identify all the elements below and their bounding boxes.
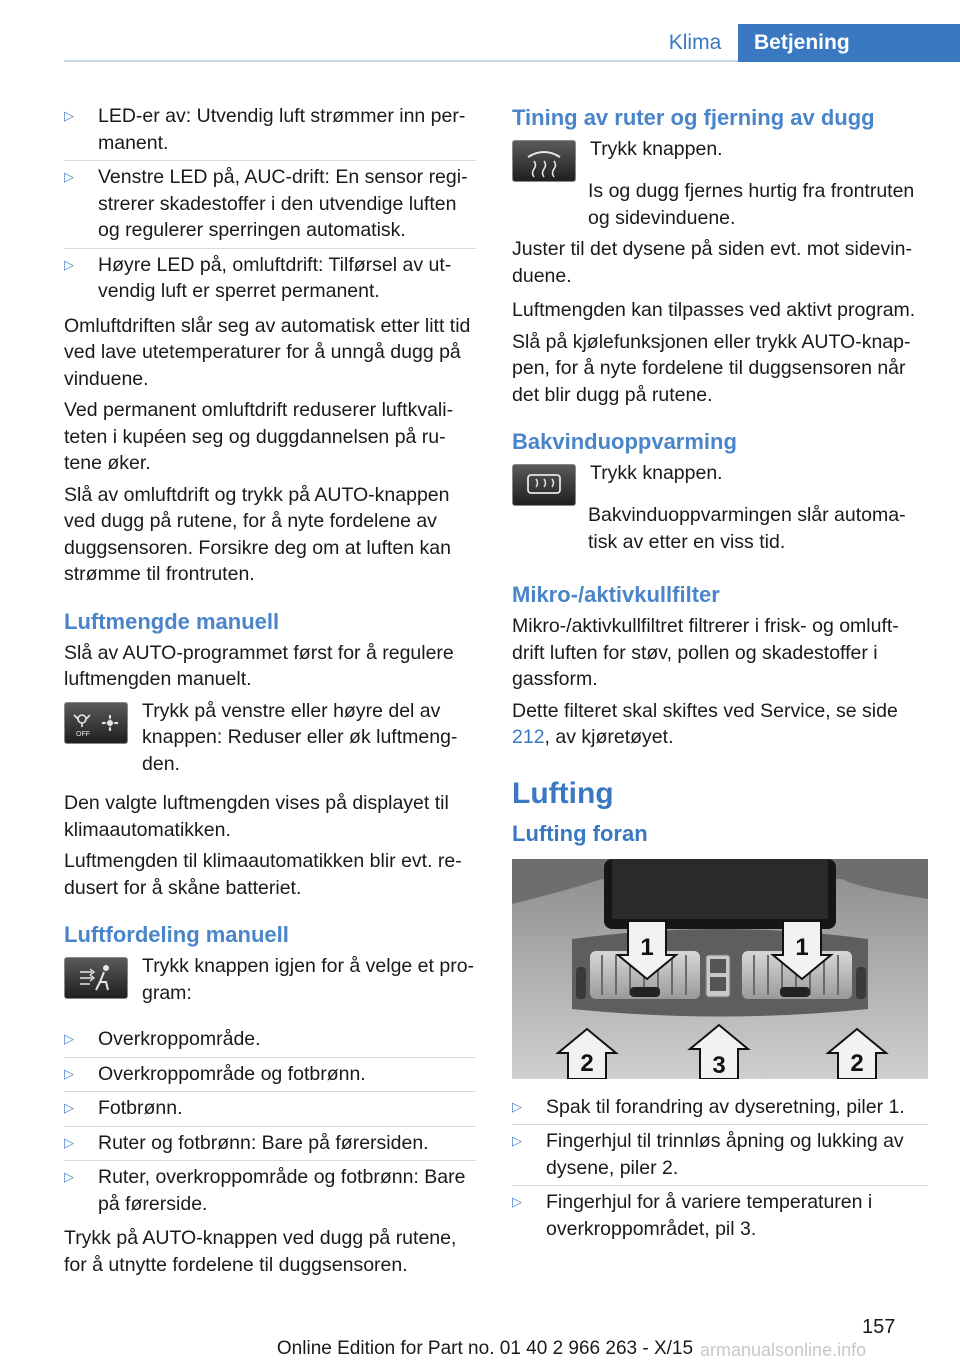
heading-luftmengde: Luftmengde manuell xyxy=(64,608,280,634)
tab-klima[interactable]: Klima xyxy=(668,31,722,54)
heading-bakvindu: Bakvinduoppvarming xyxy=(512,429,737,454)
tab-betjening[interactable]: Betjening xyxy=(738,24,960,62)
paragraph: Trykk knappen igjen for å velge et pro-gram: xyxy=(142,955,475,1004)
heading-lufting: Lufting xyxy=(512,776,614,810)
list-item: ▷ LED-er av: Utvendig luft strømmer inn per-manent. xyxy=(64,100,476,161)
page-link-212[interactable]: 212 xyxy=(512,726,545,748)
left-column xyxy=(64,100,476,1283)
right-column xyxy=(512,100,928,1250)
luftmengde-instruction xyxy=(64,698,476,783)
rear-defrost-icon xyxy=(512,464,576,506)
paragraph: Slå av AUTO-programmet først for å regulere luftmengden manuelt. xyxy=(64,641,454,690)
tining-text: Is og dugg fjernes hurtig fra frontruten og sidevinduene. xyxy=(588,180,915,229)
luftfordeling-instruction xyxy=(64,953,476,1011)
page-number: 157 xyxy=(862,1316,896,1338)
triangle-bullet-icon: ▷ xyxy=(64,1031,74,1046)
heading-luftfordeling: Luftfordeling manuell xyxy=(64,922,289,947)
paragraph: Slå på kjølefunksjonen eller trykk AUTO-knap-pen, for å nyte fordelene til duggsensoren når det blir dugg på rutene. xyxy=(512,330,911,406)
edition-footer: Online Edition for Part no. 01 40 2 966 263 - X/15 xyxy=(276,1338,694,1359)
paragraph: Trykk på venstre eller høyre del av knappen: Reduser eller øk luftmeng-den. xyxy=(142,699,458,775)
list-item: ▷ Ruter, overkroppområde og fotbrønn: Bare på førerside. xyxy=(64,1161,476,1221)
list-item: ▷ Venstre LED på, AUC-drift: En sensor regi-strerer skadestoffer i den utvendige luften og regulerer sperringen automatisk. xyxy=(64,161,476,249)
triangle-bullet-icon: ▷ xyxy=(64,1100,74,1115)
front-vents-photo xyxy=(512,859,928,1079)
list-item: ▷ Fotbrønn. xyxy=(64,1092,476,1127)
triangle-bullet-icon: ▷ xyxy=(64,108,74,123)
paragraph: Omluftdriften slår seg av automatisk etter litt tid ved lave utetemperaturer for å unngå dugg på vinduene. xyxy=(64,314,471,390)
air-distribution-icon xyxy=(64,957,128,999)
list-item: ▷ Spak til forandring av dyseretning, piler 1. xyxy=(512,1091,928,1126)
triangle-bullet-icon: ▷ xyxy=(64,1134,74,1150)
paragraph: Juster til det dysene på siden evt. mot sidevin-duene. xyxy=(512,238,912,287)
paragraph: Trykk knappen. xyxy=(590,462,723,484)
triangle-bullet-icon: ▷ xyxy=(64,1065,74,1081)
triangle-bullet-icon: ▷ xyxy=(512,1133,522,1148)
triangle-bullet-icon: ▷ xyxy=(512,1098,522,1114)
paragraph-head xyxy=(588,178,928,231)
triangle-bullet-icon: ▷ xyxy=(64,1169,74,1184)
paragraph: Luftmengden til klimaautomatikken blir evt. re-dusert for å skåne batteriet. xyxy=(64,850,462,899)
paragraph: Trykk på AUTO-knappen ved dugg på rutene, for å utnytte fordelene til duggsensoren. xyxy=(64,1227,457,1276)
heading-lufting-foran: Lufting foran xyxy=(512,820,648,846)
fan-button-icon xyxy=(64,702,128,744)
paragraph: Luftmengden kan tilpasses ved aktivt program. xyxy=(512,299,916,321)
tining-instruction xyxy=(512,136,928,182)
arrow-label-1-right: 1 xyxy=(795,933,809,961)
arrow-label-1-left: 1 xyxy=(640,933,654,961)
triangle-bullet-icon: ▷ xyxy=(64,256,74,272)
heading-mikro: Mikro-/aktivkullfilter xyxy=(512,582,720,607)
list-item: ▷ Overkroppområde og fotbrønn. xyxy=(64,1058,476,1093)
bakvindu-instruction xyxy=(512,460,928,506)
arrow-label-2-left: 2 xyxy=(580,1049,594,1077)
paragraph: Ved permanent omluftdrift reduserer luftkvali-teten i kupéen seg og duggdannelsen på ru-tene øker. xyxy=(64,399,454,474)
triangle-bullet-icon: ▷ xyxy=(512,1194,522,1209)
list-item: ▷ Fingerhjul for å variere temperaturen i overkroppområdet, pil 3. xyxy=(512,1186,928,1246)
watermark: armanualsonline.info xyxy=(700,1340,867,1360)
arrow-label-2-right: 2 xyxy=(850,1049,864,1077)
paragraph: Mikro-/aktivkullfiltret filtrerer i frisk- og omluft-drift luften for støv, pollen og skadestoffer i gassform. xyxy=(512,615,899,690)
defrost-windshield-icon xyxy=(512,140,576,182)
list-item: ▷ Høyre LED på, omluftdrift: Tilførsel av ut-vendig luft er sperret permanent. xyxy=(64,249,476,309)
heading-tining: Tining av ruter og fjerning av dugg xyxy=(512,105,875,130)
paragraph: Slå av omluftdrift og trykk på AUTO-knappen ved dugg på rutene, for å nyte fordelene av duggsensoren. Forsikre deg om at luften kan strømme til frontruten. xyxy=(64,483,451,585)
paragraph: Den valgte luftmengden vises på displayet til klimaautomatikken. xyxy=(64,792,449,841)
paragraph: Dette filteret skal skiftes ved Service, se side 212, av kjøretøyet. xyxy=(512,699,898,748)
paragraph: Trykk knappen. xyxy=(590,138,723,160)
triangle-bullet-icon: ▷ xyxy=(64,169,74,184)
list-item: ▷ Fingerhjul til trinnløs åpning og lukking av dysene, piler 2. xyxy=(512,1125,928,1186)
arrow-label-3: 3 xyxy=(712,1051,726,1079)
list-item: ▷ Overkroppområde. xyxy=(64,1023,476,1058)
led-list xyxy=(64,100,476,309)
program-list xyxy=(64,1023,476,1221)
list-item: ▷ Ruter og fotbrønn: Bare på førersiden. xyxy=(64,1127,476,1162)
paragraph: Bakvinduoppvarmingen slår automa-tisk av etter en viss tid. xyxy=(588,504,906,553)
vent-list xyxy=(512,1091,928,1247)
svg-text:OFF: OFF xyxy=(76,730,90,738)
